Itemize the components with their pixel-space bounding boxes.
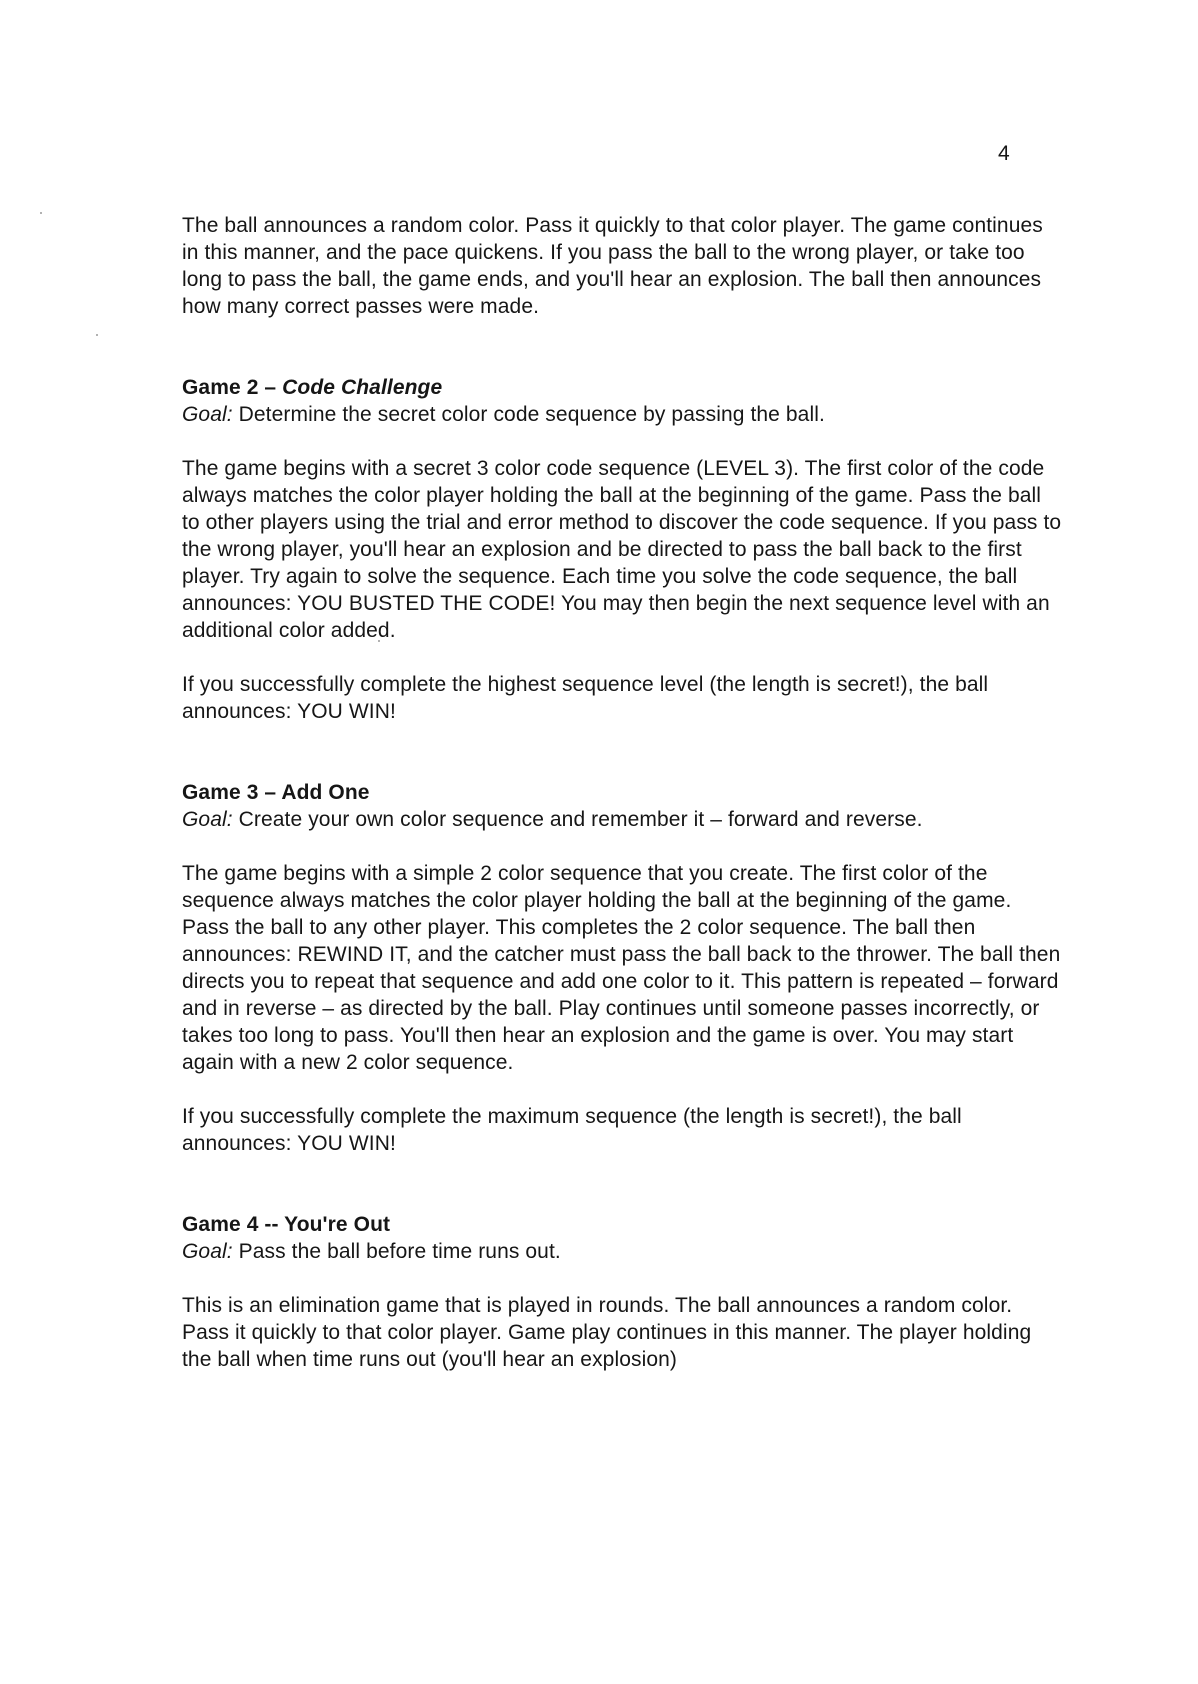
game2-goal-label: Goal: (182, 403, 233, 426)
game3-paragraph-1: The game begins with a simple 2 color sequence that you create. The first color of the sequence always matches the color player holding the ball at the beginning of the game. Pass the ball to any other player. This completes the 2 color sequence. The ball then announces: REWIND IT, and the catcher must pass the ball back to the thrower. The ball then directs you to repeat that sequence and add one color to it. This pattern is repeated – forward and in reverse – as directed by the ball. Play continues until someone passes incorrectly, or takes too long to pass. You'll then hear an explosion and the game is over. You may start again with a new 2 color sequence. (182, 862, 1061, 1074)
game3-goal-text: Create your own color sequence and remember it – forward and reverse. (232, 808, 923, 831)
game2-heading (182, 374, 1062, 401)
game2-paragraph-2: If you successfully complete the highest sequence level (the length is secret!), the ball announces: YOU WIN! (182, 673, 989, 723)
game4-section (182, 1211, 1062, 1373)
game4-goal-text: Pass the ball before time runs out. (232, 1240, 561, 1263)
game3-heading: Game 3 – Add One (182, 781, 370, 804)
game3-goal-label: Goal: (182, 808, 233, 831)
scan-speck (96, 334, 98, 336)
game2-goal-text: Determine the secret color code sequence by passing the ball. (232, 403, 825, 426)
scan-speck (40, 212, 42, 214)
game2-heading-title: Code Challenge (282, 376, 443, 399)
game3-paragraph-2: If you successfully complete the maximum sequence (the length is secret!), the ball announces: YOU WIN! (182, 1105, 962, 1155)
game3-section (182, 779, 1062, 1157)
intro-paragraph: The ball announces a random color. Pass it quickly to that color player. The game continues in this manner, and the pace quickens. If you pass the ball to the wrong player, or take too long to pass the ball, the game ends, and you'll hear an explosion. The ball then announces how many correct passes were made. (182, 214, 1043, 318)
game4-paragraph-1: This is an elimination game that is played in rounds. The ball announces a random color. Pass it quickly to that color player. Game play continues in this manner. The player holding the ball when time runs out (you'll hear an explosion) (182, 1294, 1032, 1371)
game2-heading-prefix: Game 2 – (182, 376, 283, 399)
page-number: 4 (998, 142, 1010, 165)
game2-goal (182, 401, 1062, 428)
game4-goal (182, 1238, 1062, 1265)
game3-goal (182, 806, 1062, 833)
game2-section (182, 374, 1062, 725)
game4-heading: Game 4 -- You're Out (182, 1213, 391, 1236)
document-body (182, 212, 1062, 1373)
game2-paragraph-1: The game begins with a secret 3 color code sequence (LEVEL 3). The first color of the code always matches the color player holding the ball at the beginning of the game. Pass the ball to other players using the trial and error method to discover the code sequence. If you pass to the wrong player, you'll hear an explosion and be directed to pass the ball back to the first player. Try again to solve the sequence. Each time you solve the code sequence, the ball announces: YOU BUSTED THE CODE! You may then begin the next sequence level with an additional color added. (182, 457, 1062, 642)
game4-goal-label: Goal: (182, 1240, 233, 1263)
